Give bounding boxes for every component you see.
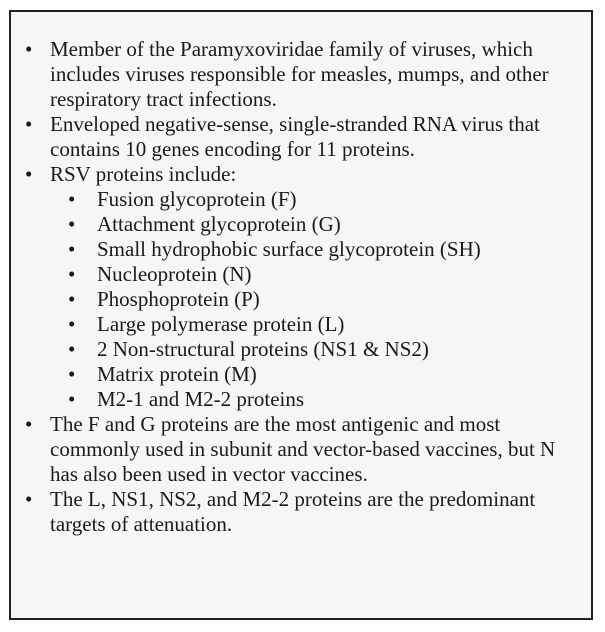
sub-bullet-icon: • xyxy=(68,312,76,336)
bullet-icon: • xyxy=(25,37,33,61)
sub-list-item xyxy=(50,287,570,312)
sub-list-item-text: 2 Non-structural proteins (NS1 & NS2) xyxy=(97,337,429,361)
list-item-text: The L, NS1, NS2, and M2-2 proteins are the predominant targets of attenuation. xyxy=(50,487,536,536)
list-item xyxy=(11,487,570,537)
sub-list-item-text: Fusion glycoprotein (F) xyxy=(97,187,297,211)
sub-bullet-icon: • xyxy=(68,237,76,261)
sub-bullet-icon: • xyxy=(68,262,76,286)
sub-list-item xyxy=(50,262,570,287)
list-item xyxy=(11,162,570,187)
sub-list-item xyxy=(50,362,570,387)
sub-bullet-list xyxy=(50,187,570,412)
text-box xyxy=(9,10,593,620)
list-item-text: Enveloped negative-sense, single-stranded RNA virus that contains 10 genes encoding for 11 proteins. xyxy=(50,112,540,161)
list-item-text: Member of the Paramyxoviridae family of viruses, which includes viruses responsible for measles, mumps, and other respiratory tract infections. xyxy=(50,37,549,111)
list-item-text: RSV proteins include: xyxy=(50,162,237,186)
sub-list-item xyxy=(50,187,570,212)
sub-bullet-icon: • xyxy=(68,287,76,311)
list-item xyxy=(11,412,570,487)
sub-bullet-icon: • xyxy=(68,187,76,211)
sub-bullet-icon: • xyxy=(68,212,76,236)
sub-list-item-text: Matrix protein (M) xyxy=(97,362,257,386)
sublist-container xyxy=(11,187,570,412)
sub-list-item-text: Small hydrophobic surface glycoprotein (SH) xyxy=(97,237,481,261)
sub-list-item-text: M2-1 and M2-2 proteins xyxy=(97,387,305,411)
sub-list-item xyxy=(50,337,570,362)
sub-list-item xyxy=(50,312,570,337)
bullet-icon: • xyxy=(25,412,33,436)
sub-list-item-text: Nucleoprotein (N) xyxy=(97,262,252,286)
sub-list-item xyxy=(50,212,570,237)
sub-list-item xyxy=(50,237,570,262)
list-item-text: The F and G proteins are the most antigenic and most commonly used in subunit and vector-based vaccines, but N has also been used in vector vaccines. xyxy=(50,412,556,486)
sub-list-item-text: Attachment glycoprotein (G) xyxy=(97,212,341,236)
sub-list-item-text: Large polymerase protein (L) xyxy=(97,312,345,336)
sub-list-item-text: Phosphoprotein (P) xyxy=(97,287,260,311)
bullet-icon: • xyxy=(25,112,33,136)
sub-bullet-icon: • xyxy=(68,362,76,386)
sub-bullet-icon: • xyxy=(68,387,76,411)
list-item xyxy=(11,112,570,162)
sub-list-item xyxy=(50,387,570,412)
list-item xyxy=(11,37,570,112)
sub-bullet-icon: • xyxy=(68,337,76,361)
bullet-list xyxy=(11,37,570,537)
bullet-icon: • xyxy=(25,162,33,186)
bullet-icon: • xyxy=(25,487,33,511)
